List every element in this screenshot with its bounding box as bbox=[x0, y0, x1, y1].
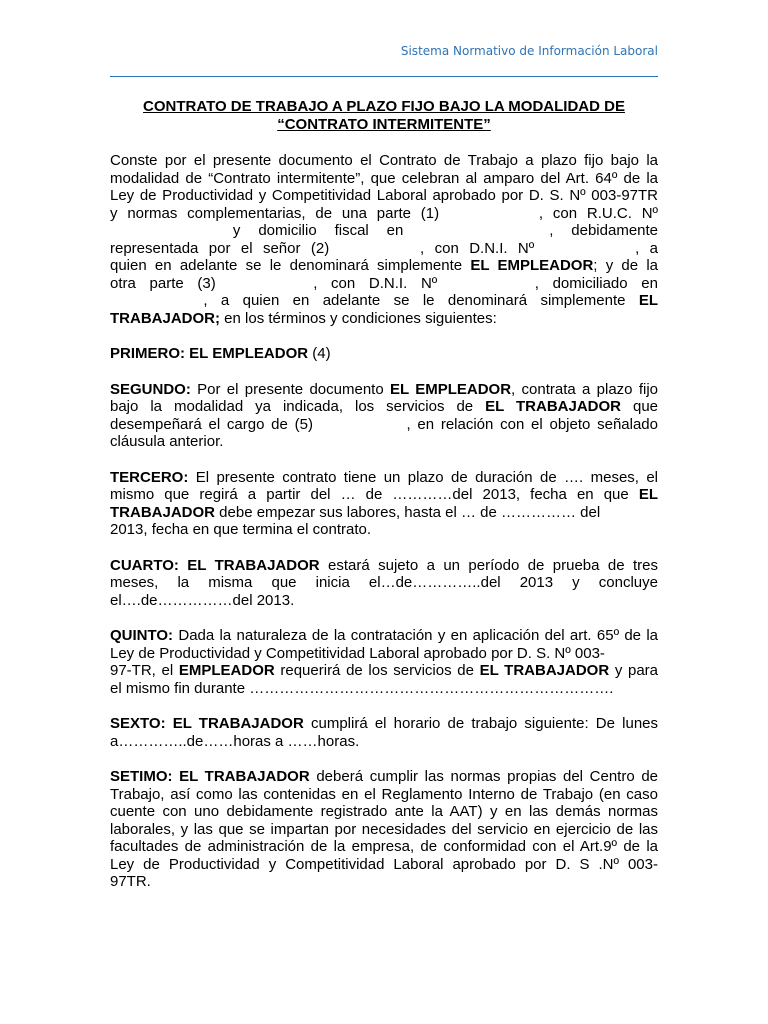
clause-primero: PRIMERO: EL EMPLEADOR (4) bbox=[110, 345, 331, 362]
document-title bbox=[110, 98, 658, 134]
clause-sexto bbox=[110, 715, 658, 750]
clause-line: Trabajo, así como las contenidas en el Reglamento Interno de Trabajo (en caso bbox=[110, 785, 658, 803]
clause-line: 97-TR, el EMPLEADOR requerirá de los servicios de EL TRABAJADOR y para bbox=[110, 662, 659, 679]
clause-line: cuente con uno debidamente registrado ante la AAT) y en las demás normas bbox=[110, 803, 658, 820]
intro-line: TRABAJADOR; en los términos y condiciones siguientes: bbox=[110, 309, 497, 327]
clause-line: a…………..de……horas a ……horas. bbox=[110, 732, 360, 750]
clause-line: CUARTO: EL TRABAJADOR estará sujeto a un período de prueba de tres bbox=[110, 556, 659, 574]
clause-line: Ley de Productividad y Competitividad Laboral aprobado por D. S. Nº 003- bbox=[110, 644, 605, 662]
clause-line: facultades de administración de la empresa, de conformidad con el Art.9º de la bbox=[110, 838, 658, 855]
clause-line: SETIMO: EL TRABAJADOR deberá cumplir las normas propias del Centro de bbox=[110, 768, 658, 785]
clause-heading: CUARTO: EL TRABAJADOR bbox=[110, 556, 320, 574]
intro-line: otra parte (3) , con D.N.I. Nº , domiciliado en bbox=[110, 274, 658, 292]
clause-heading: QUINTO: bbox=[110, 627, 174, 644]
intro-line: Conste por el presente documento el Contrato de Trabajo a plazo fijo bajo la bbox=[110, 152, 658, 169]
clause-line: Ley de Productividad y Competitividad Laboral aprobado por D. S .Nº 003- bbox=[110, 855, 658, 873]
clause-line: cláusula anterior. bbox=[110, 433, 224, 450]
clause-heading: SETIMO: EL TRABAJADOR bbox=[110, 768, 310, 785]
contract-body bbox=[110, 152, 658, 909]
header-divider bbox=[110, 76, 658, 77]
clause-cuarto bbox=[110, 557, 658, 610]
intro-line: , a quien en adelante se le denominará simplemente EL bbox=[203, 292, 659, 309]
clause-line: SEXTO: EL TRABAJADOR cumplirá el horario de trabajo siguiente: De lunes bbox=[110, 715, 658, 732]
clause-line: desempeñará el cargo de (5) , en relación con el objeto señalado bbox=[110, 415, 658, 433]
clause-tercero bbox=[110, 469, 658, 539]
clause-line: bajo la modalidad ya indicada, los servicios de EL TRABAJADOR que bbox=[110, 398, 659, 415]
intro-paragraph bbox=[110, 152, 658, 327]
clause-line: meses, la misma que inicia el…de…………..del 2013 y concluye bbox=[110, 574, 658, 591]
system-title: Sistema Normativo de Información Laboral bbox=[400, 44, 658, 58]
intro-line: Ley de Productividad y Competitividad Laboral aprobado por D. S. Nº 003-97TR bbox=[110, 187, 658, 204]
clause-line: TRABAJADOR debe empezar sus labores, hasta el … de …………… del bbox=[110, 503, 601, 521]
clause-line: el mismo fin durante ………………………………………………………………. bbox=[110, 679, 614, 697]
clause-line: SEGUNDO: Por el presente documento EL EMPLEADOR, contrata a plazo fijo bbox=[110, 380, 659, 398]
intro-line: modalidad de “Contrato intermitente”, que celebran al amparo del Art. 64º de la bbox=[110, 169, 658, 187]
intro-line: representada por el señor (2) , con D.N.I. Nº , a bbox=[110, 239, 658, 257]
title-line-1: CONTRATO DE TRABAJO A PLAZO FIJO BAJO LA MODALIDAD DE bbox=[143, 98, 625, 115]
clause-line: 97TR. bbox=[110, 873, 151, 890]
clause-heading: TERCERO: bbox=[110, 468, 189, 486]
clause-line: el….de……………del 2013. bbox=[110, 591, 295, 609]
clause-segundo bbox=[110, 381, 658, 451]
clause-heading: SEGUNDO: bbox=[110, 380, 191, 398]
intro-line: y normas complementarias, de una parte (1) , con R.U.C. Nº bbox=[110, 204, 659, 222]
title-line-2: “CONTRATO INTERMITENTE” bbox=[277, 116, 491, 133]
intro-line: quien en adelante se le denominará simplemente EL EMPLEADOR; y de la bbox=[110, 257, 659, 274]
clause-quinto bbox=[110, 627, 658, 697]
clause-line: laborales, y las que se impartan por necesidades del servicio en ejercicio de las bbox=[110, 820, 658, 838]
intro-line: y domicilio fiscal en , debidamente bbox=[232, 222, 659, 239]
clause-line: mismo que regirá a partir del … de …………del 2013, fecha en que EL bbox=[110, 486, 658, 503]
clause-line: TERCERO: El presente contrato tiene un plazo de duración de …. meses, el bbox=[110, 468, 659, 486]
clause-heading: PRIMERO: EL EMPLEADOR bbox=[110, 345, 309, 362]
clause-line: 2013, fecha en que termina el contrato. bbox=[110, 521, 372, 538]
clause-line: QUINTO: Dada la naturaleza de la contratación y en aplicación del art. 65º de la bbox=[110, 627, 658, 644]
clause-setimo bbox=[110, 768, 658, 891]
clause-heading: SEXTO: EL TRABAJADOR bbox=[110, 715, 304, 732]
